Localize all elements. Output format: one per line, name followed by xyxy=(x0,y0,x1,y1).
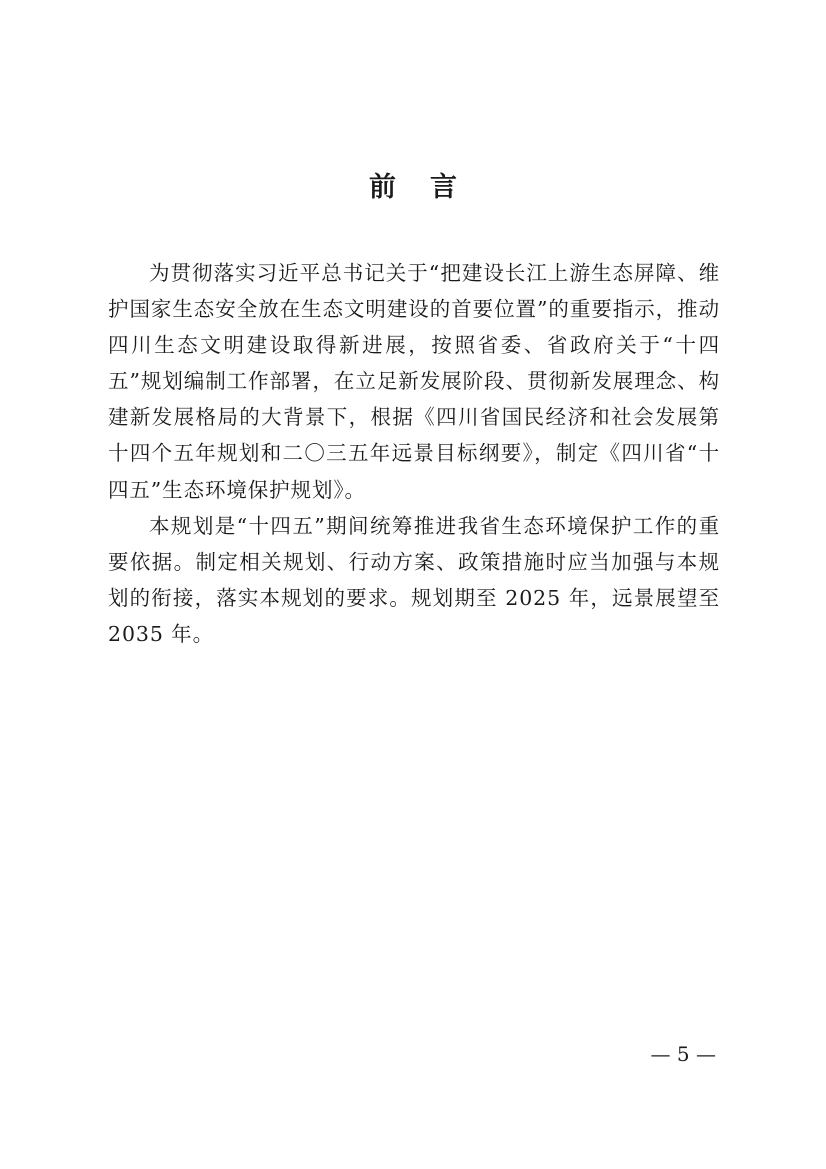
page-number: — 5 — xyxy=(650,1042,716,1066)
paragraph-1: 为贯彻落实习近平总书记关于“把建设长江上游生态屏障、维护国家生态安全放在生态文明建设的首要位置”的重要指示，推动四川生态文明建设取得新进展，按照省委、省政府关于“十四五”规划编制工作部署，在立足新发展阶段、贯彻新发展理念、构建新发展格局的大背景下，根据《四川省国民经济和社会发展第十四个五年规划和二〇三五年远景目标纲要》，制定《四川省“十四五”生态环境保护规划》。 xyxy=(108,261,720,502)
page-title xyxy=(0,166,826,210)
paragraph-2: 本规划是“十四五”期间统筹推进我省生态环境保护工作的重要依据。制定相关规划、行动方案、政策措施时应当加强与本规划的衔接，落实本规划的要求。规划期至 2025 年，远景展望至 2035 年。 xyxy=(108,513,720,646)
title-char-2: 言 xyxy=(430,172,457,203)
title-char-1: 前 xyxy=(369,172,396,203)
document-body xyxy=(108,255,720,652)
